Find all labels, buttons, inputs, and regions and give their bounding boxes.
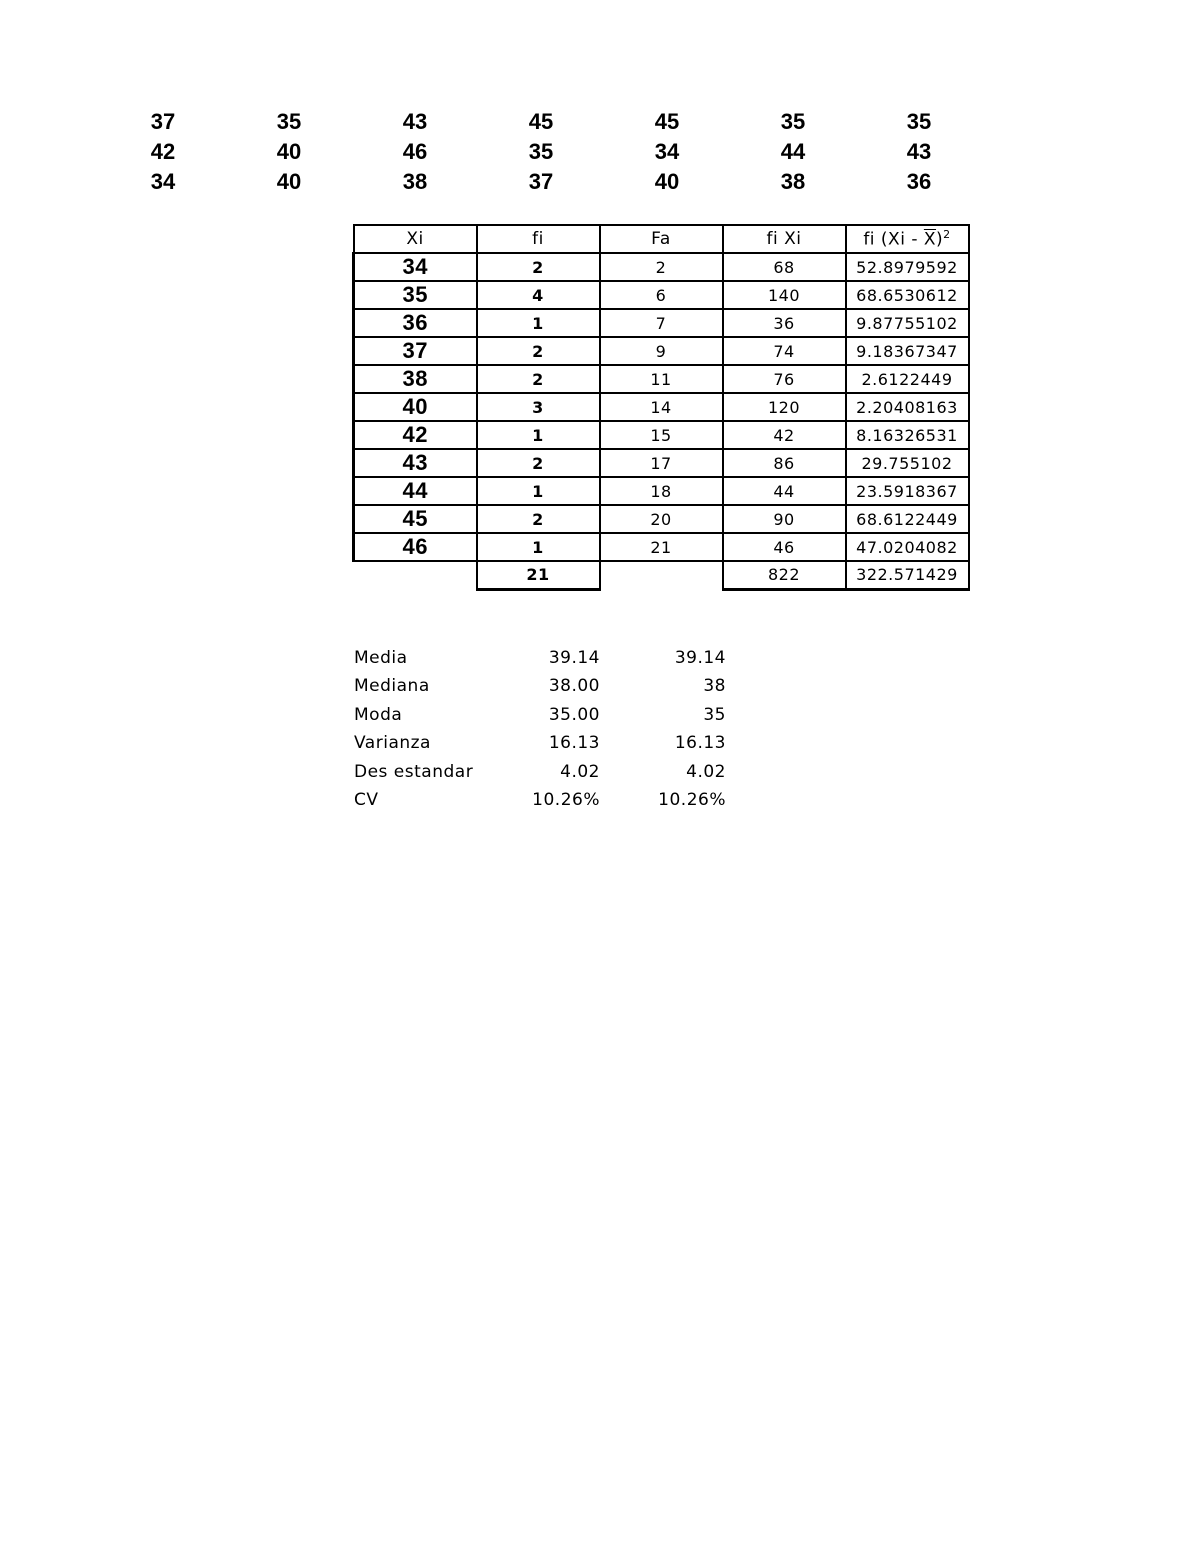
- raw-data-value: 34: [654, 139, 680, 164]
- stat-value: 4.02: [560, 761, 600, 782]
- fa-cell: 2: [600, 253, 723, 281]
- squared-deviation-cell: 47.0204082: [846, 533, 969, 561]
- table-row: [354, 337, 969, 365]
- squared-deviation-cell: 9.18367347: [846, 337, 969, 365]
- raw-data-value: 45: [654, 109, 680, 134]
- frequency-table: [352, 224, 970, 591]
- raw-data-value: 35: [528, 139, 554, 164]
- fi-cell: 2: [477, 253, 600, 281]
- stat-label: Varianza: [354, 733, 431, 754]
- stat-label: Moda: [354, 704, 403, 725]
- fa-cell: 17: [600, 449, 723, 477]
- raw-data-value: 38: [402, 169, 428, 194]
- fi-xi-cell: 36: [723, 309, 846, 337]
- fi-cell: 4: [477, 281, 600, 309]
- header-fi-xi: fi Xi: [723, 225, 846, 253]
- raw-data-value: 37: [528, 169, 554, 194]
- stat-row: [354, 731, 754, 759]
- stat-row: [354, 760, 754, 788]
- stat-value-alt: 39.14: [674, 648, 726, 668]
- fa-cell: 14: [600, 393, 723, 421]
- squared-deviation-cell: 29.755102: [846, 449, 969, 477]
- stat-value-alt: 16.13: [674, 733, 726, 754]
- table-row: [354, 449, 969, 477]
- header-fi-squared-deviation: fi $(Xi - \overline{X})^2$: [846, 225, 969, 253]
- fi-xi-cell: 76: [723, 365, 846, 393]
- fa-cell: 6: [600, 281, 723, 309]
- xi-cell: 36: [354, 309, 477, 337]
- raw-data-value: 45: [528, 109, 554, 134]
- stat-value: 16.13: [548, 733, 600, 754]
- stat-label: Des estandar: [354, 761, 474, 782]
- xi-cell: 44: [354, 477, 477, 505]
- stat-row: [354, 674, 754, 702]
- fa-cell: 9: [600, 337, 723, 365]
- fa-cell: 21: [600, 533, 723, 561]
- stat-value-alt: 10.26%: [658, 790, 726, 810]
- fi-cell: 1: [477, 477, 600, 505]
- xi-cell: 46: [354, 533, 477, 561]
- fi-xi-cell: 90: [723, 505, 846, 533]
- table-row: [354, 309, 969, 337]
- table-row: [354, 281, 969, 309]
- header-xi: Xi: [354, 225, 477, 253]
- squared-deviation-cell: 23.5918367: [846, 477, 969, 505]
- fi-cell: 1: [477, 421, 600, 449]
- raw-data-value: 44: [780, 139, 806, 164]
- xi-cell: 40: [354, 393, 477, 421]
- fi-xi-cell: 44: [723, 477, 846, 505]
- fi-cell: 1: [477, 309, 600, 337]
- fi-cell: 1: [477, 533, 600, 561]
- fi-xi-cell: 120: [723, 393, 846, 421]
- squared-deviation-cell: 2.6122449: [846, 365, 969, 393]
- fi-xi-cell: 74: [723, 337, 846, 365]
- total-fi: 21: [477, 561, 600, 589]
- stat-value: 38.00: [548, 676, 600, 697]
- raw-data-value: 35: [906, 109, 932, 134]
- raw-data-row: [100, 108, 1000, 138]
- raw-data-value: 34: [150, 169, 176, 194]
- fi-xi-cell: 46: [723, 533, 846, 561]
- fi-cell: 2: [477, 365, 600, 393]
- xi-cell: 35: [354, 281, 477, 309]
- squared-deviation-cell: 2.20408163: [846, 393, 969, 421]
- stat-label: Media: [354, 648, 408, 668]
- fi-xi-cell: 42: [723, 421, 846, 449]
- raw-data-value: 40: [276, 169, 302, 194]
- stat-row: [354, 703, 754, 731]
- table-row: [354, 421, 969, 449]
- xi-cell: 37: [354, 337, 477, 365]
- header-fi: fi: [477, 225, 600, 253]
- raw-data-value: 38: [780, 169, 806, 194]
- fi-cell: 2: [477, 449, 600, 477]
- squared-deviation-cell: 8.16326531: [846, 421, 969, 449]
- xi-cell: 45: [354, 505, 477, 533]
- fa-cell: 7: [600, 309, 723, 337]
- raw-data-value: 40: [276, 139, 302, 164]
- fi-xi-cell: 140: [723, 281, 846, 309]
- xi-cell: 34: [354, 253, 477, 281]
- stat-row: [354, 646, 754, 674]
- raw-data-value: 36: [906, 169, 932, 194]
- stat-value-alt: 4.02: [686, 761, 726, 782]
- stat-value: 39.14: [548, 648, 600, 668]
- table-row: [354, 393, 969, 421]
- raw-data-value: 37: [150, 109, 176, 134]
- fi-xi-cell: 86: [723, 449, 846, 477]
- stat-value-alt: 38: [703, 676, 726, 697]
- stat-value-alt: 35: [703, 704, 726, 725]
- squared-deviation-cell: 68.6530612: [846, 281, 969, 309]
- total-squared-deviation: 322.571429: [846, 561, 969, 589]
- header-fa: Fa: [600, 225, 723, 253]
- xi-cell: 43: [354, 449, 477, 477]
- raw-data-row: [100, 168, 1000, 198]
- squared-deviation-cell: 68.6122449: [846, 505, 969, 533]
- table-row: [354, 505, 969, 533]
- stat-row: [354, 788, 754, 816]
- xi-cell: 38: [354, 365, 477, 393]
- stat-value: 35.00: [548, 704, 600, 725]
- fa-cell: 20: [600, 505, 723, 533]
- xi-cell: 42: [354, 421, 477, 449]
- squared-deviation-cell: 9.87755102: [846, 309, 969, 337]
- fi-cell: 2: [477, 337, 600, 365]
- total-fi-xi: 822: [723, 561, 846, 589]
- raw-data-row: [100, 138, 1000, 168]
- table-row: [354, 253, 969, 281]
- raw-data-value: 43: [906, 139, 932, 164]
- squared-deviation-cell: 52.8979592: [846, 253, 969, 281]
- raw-data-value: 35: [276, 109, 302, 134]
- fi-xi-cell: 68: [723, 253, 846, 281]
- fi-cell: 3: [477, 393, 600, 421]
- fi-cell: 2: [477, 505, 600, 533]
- raw-data-value: 42: [150, 139, 176, 164]
- stat-label: CV: [354, 790, 379, 810]
- fa-cell: 11: [600, 365, 723, 393]
- raw-data-value: 35: [780, 109, 806, 134]
- fa-cell: 18: [600, 477, 723, 505]
- fa-cell: 15: [600, 421, 723, 449]
- raw-data-value: 40: [654, 169, 680, 194]
- table-header-row: [354, 225, 969, 253]
- raw-data-value: 46: [402, 139, 428, 164]
- table-row: [354, 533, 969, 561]
- stat-label: Mediana: [354, 676, 430, 697]
- table-row: [354, 365, 969, 393]
- raw-data-value: 43: [402, 109, 428, 134]
- table-row: [354, 477, 969, 505]
- totals-row: [354, 561, 969, 589]
- stat-value: 10.26%: [532, 790, 600, 810]
